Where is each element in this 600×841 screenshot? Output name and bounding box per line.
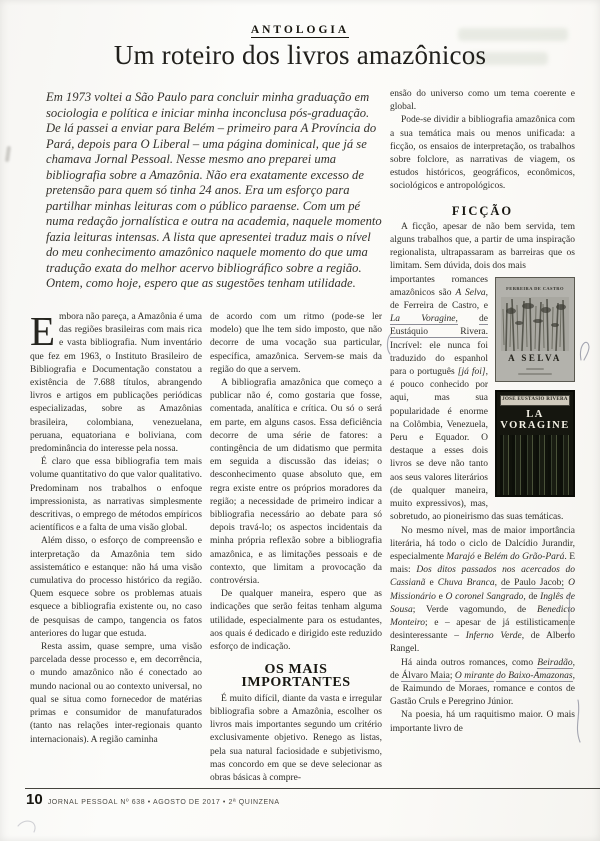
section-kicker: ANTOLOGIA bbox=[250, 24, 350, 36]
subheading-ficcao: FICÇÃO bbox=[451, 203, 514, 218]
book-title: LA VORAGINE bbox=[500, 408, 570, 432]
book-covers bbox=[495, 277, 575, 497]
body-paragraph: A bibliografia amazônica que começo a publicar não é, como gostaria que fosse, comentada, analítica e crítica. Ou só o será em parte, em alguns casos. Essa deficiência decorre de uma série de fatores: a contingência de um didatismo que permita em seguida a discussão das ideias; o desconhecimento quase absoluto que, em regra existe entre os próprios moradores da região; a necessidade de primeiro indicar a bibliografia necessário ao debate para só depois travá-lo; os aspectos incidentais da minha própria reflexão sobre a bibliografia amazônica, e as limitações pessoais e de contexto, que limitam a provocação da controvérsia. bbox=[210, 378, 382, 587]
drop-cap: E bbox=[30, 308, 56, 354]
tree-trunks-illustration bbox=[500, 435, 570, 495]
body-paragraph: Na poesia, há um raquitismo maior. O mais importante livro de bbox=[390, 710, 575, 734]
text-column-2 bbox=[210, 311, 382, 785]
body-paragraph: Pode-se dividir a bibliografia amazônica com a sua temática mais ou menos unificada: a ficção, os ensaios de interpretação, os trabalhos sobre folclore, as narrativas de viagem, os estudos históricos, geográficos, econômicos, sociológicos e antropológicos. bbox=[390, 115, 575, 192]
page-number: 10 bbox=[26, 791, 43, 808]
book-author-label: JOSE EUSTASIO RIVERA bbox=[500, 395, 570, 406]
paragraph-text: mbora não pareça, a Amazônia é uma das regiões brasileiras com mais rica e vasta bibliografia. Num inventário que fez em 1963, o Instituto Brasileiro de Bibliografia e Documentação constatou a existência de 7.688 títulos, abrangendo livros e artigos em publicações periódicas especializadas, sobre as Amazônias brasileira, colombiana, venezuelana, peruana, equatoriana e boliviana, com predominância do interesse pela nossa. bbox=[30, 312, 202, 455]
body-paragraph: Resta assim, quase sempre, uma visão parcelada desse processo e, em decorrência, o mundo amazônico não é conectado ao mundo nacional ou ao contexto universal, no qual se situa como fornecedor de matérias primas e consumidor de manufaturados (tanto nas relações inter-regionais quanto internacionais). A região caminha bbox=[30, 642, 202, 745]
jungle-engraving-illustration bbox=[501, 297, 569, 351]
illegible-imprint-line bbox=[526, 368, 544, 370]
footer bbox=[26, 791, 280, 808]
body-paragraph: ensão do universo como um tema coerente e global. bbox=[390, 89, 575, 113]
body-paragraph: Além disso, o esforço de compreensão e interpretação da Amazônia tem sido assistemático e estanque: não há uma visão cumulativa do processo histórico da região. Quem esquece sobre os problemas atuais esquece a bibliografia existente ou, no caso de pesquisas de campo, tangencia os fatos anteriores do lugar que estuda. bbox=[30, 536, 202, 639]
text-column-1 bbox=[30, 308, 202, 747]
body-paragraph: de acordo com um ritmo (pode-se ler modelo) que lhe tem sido imposto, que não decorre de uma vocação sua particular, específica, amazônica. Servem-se mais da região do que a servem. bbox=[210, 312, 382, 375]
body-paragraph: Há ainda outros romances, como Beiradão, de Álvaro Maia; O mirante do Baixo-Amazonas, de Raimundo de Moraes, romance e contos de Gastão Cruls e Peregrino Júnior. bbox=[390, 657, 576, 708]
book-author-label: FERREIRA DE CASTRO bbox=[506, 285, 564, 291]
section-kicker-wrap bbox=[0, 20, 600, 38]
pen-mark bbox=[18, 821, 35, 832]
footer-rule bbox=[25, 788, 600, 789]
body-paragraph: importantes romances amazônicos são A Selva, de Ferreira de Castro, e La Voragine, de Eustáquio Rivera. Incrível: ele nunca foi traduzido do espanhol para o português [já foi], é pouco conhecido por aqui, mas sua popularidade é enorme na Colômbia, Venezuela, Peru e Equador. O destaque a esses dois livros se deve não tanto aos seus valores literários (de qualquer maneira, muito expressivos), mas, sobretudo, ao pioneirismo das suas temáticas. bbox=[390, 274, 564, 523]
book-title: A SELVA bbox=[508, 352, 562, 363]
body-paragraph: A ficção, apesar de não bem servida, tem alguns trabalhos que, a partir de uma inspiração regionalista, ultrapassaram as barreiras que os limitam. Sem dúvida, dois dos mais bbox=[390, 221, 575, 272]
article-title: Um roteiro dos livros amazônicos bbox=[113, 40, 487, 70]
illegible-imprint-line bbox=[518, 373, 552, 375]
body-paragraph: É muito difícil, diante da vasta e irregular bibliografia sobre a Amazônia, escolher os livros mais importantes segundo um critério exclusivamente objetivo. Renego as listas, pela sua natural faciosidade e subjetivismo, mas concordo em que se deve selecionar as obras básicas à compre- bbox=[210, 693, 382, 783]
book-cover-a-selva bbox=[495, 277, 575, 382]
scan-smudge bbox=[5, 146, 11, 162]
body-paragraph: É claro que essa bibliografia tem mais volume quantitativo do que valor qualitativo. Predominam nos trabalhos o enfoque impressionista, as narrativas simplesmente descritivas, o emprego de métodos empíricos acientíficos e a falta de uma visão global. bbox=[30, 457, 202, 534]
book-cover-la-voragine bbox=[495, 390, 575, 497]
subheading-os-mais-importantes: OS MAIS IMPORTANTES bbox=[241, 662, 351, 691]
body-paragraph: De qualquer maneira, espero que as indicações que serão feitas tenham alguma utilidade, especialmente para os estudantes, aos quais é dedicado e dirigido este reduzido esforço de indicação. bbox=[210, 589, 382, 653]
text-column-3 bbox=[390, 88, 575, 736]
issue-line: JORNAL PESSOAL Nº 638 • AGOSTO DE 2017 • 2ª QUINZENA bbox=[47, 799, 280, 806]
pen-mark bbox=[577, 700, 580, 742]
body-paragraph bbox=[30, 308, 202, 456]
body-paragraph: No mesmo nível, mas de maior importância literária, há todo o ciclo de Dalcídio Jurandir, especialmente Marajó e Belém do Grão-Pará. E mais: Dos ditos passados nos acercados do Cassianã e Chuva Branca, de Paulo Jacob; O Missionário e O coronel Sangrado, de Inglês de Sousa; Verde vagomundo, de Benedicto Monteiro; e – apesar de já estilisticamente desinteressante – Inferno Verde, de Alberto Rangel. bbox=[390, 525, 576, 655]
pen-mark bbox=[580, 342, 589, 360]
intro-paragraph: Em 1973 voltei a São Paulo para concluir minha graduação em sociologia e política e iniciar minha inconclusa pós-graduação. De lá passei a enviar para Belém – primeiro para A Província do Pará, depois para O Liberal – uma página dominical, que já se chamava Jornal Pessoal. Nesse mesmo ano preparei uma bibliografia sobre a Amazônia. Não era exatamente excesso de pretensão para quem só tinha 24 anos. Era um esforço para partilhar minhas leituras com o público paraense. Com um pé numa redação jornalística e outra na academia, naquele momento fazia leituras intensas. A lista que apresentei traduz mais o nível do meu conhecimento amazônico naquele momento do que uma tradução exata do melhor acervo bibliográfico sobre a região. Ontem, como hoje, espero que as sugestões tenham utilidade. bbox=[46, 90, 382, 290]
